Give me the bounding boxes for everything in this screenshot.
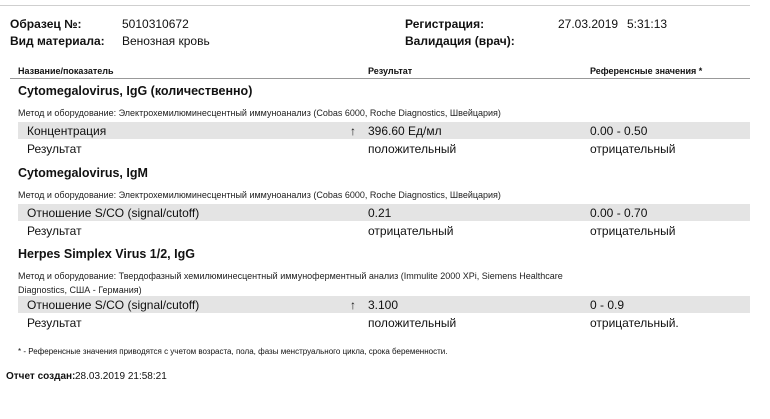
column-name-header: Название/показатель [18,66,114,76]
top-border [0,5,750,6]
row-value: 3.100 [368,298,399,312]
table-row [18,140,750,157]
registration-time: 5:31:13 [627,17,668,31]
row-value: 396.60 Ед/мл [368,124,442,138]
table-row [18,296,750,313]
section-title-cmv-igm: Cytomegalovirus, IgM [18,166,148,180]
column-reference-header: Референсные значения * [590,66,703,76]
registration-label: Регистрация: [405,17,485,31]
table-row [18,314,750,331]
method-cmv-igm: Метод и оборудование: Электрохемилюминесцентный иммуноанализ (Cobas 6000, Roche Diagnostics, Швейцария) [18,190,501,200]
row-name: Результат [27,316,82,330]
row-name: Концентрация [27,124,107,138]
sample-label: Образец №: [10,17,82,31]
up-arrow-icon: ↑ [350,124,356,138]
table-row [18,222,750,239]
registration-date: 27.03.2019 [558,17,619,31]
sample-value: 5010310672 [122,17,189,31]
up-arrow-icon: ↑ [350,298,356,312]
row-reference: отрицательный [590,142,676,156]
row-reference: 0.00 - 0.70 [590,206,648,220]
row-reference: отрицательный. [590,316,679,330]
section-title-hsv-igg: Herpes Simplex Virus 1/2, IgG [18,247,195,261]
table-row [18,204,750,221]
column-header-divider [10,78,750,79]
row-name: Результат [27,142,82,156]
report-created-value: 28.03.2019 21:58:21 [75,371,167,382]
row-value: положительный [368,142,457,156]
column-result-header: Результат [368,66,413,76]
report-created-label: Отчет создан: [6,371,76,382]
material-label: Вид материала: [10,34,105,48]
row-name: Отношение S/CO (signal/cutoff) [27,298,200,312]
row-reference: отрицательный [590,224,676,238]
validation-label: Валидация (врач): [405,34,515,48]
footnote: * - Референсные значения приводятся с учетом возраста, пола, фазы менструального цикла, срока беременности. [18,347,448,356]
row-reference: 0.00 - 0.50 [590,124,648,138]
method-hsv-igg-line1: Метод и оборудование: Твердофазный хемилюминесцентный иммуноферментный анализ (Immulite 2000 XPi, Siemens Healthcare [18,271,563,281]
material-value: Венозная кровь [122,34,210,48]
row-name: Результат [27,224,82,238]
method-cmv-igg: Метод и оборудование: Электрохемилюминесцентный иммуноанализ (Cobas 6000, Roche Diagnostics, Швейцария) [18,108,501,118]
table-row [18,122,750,139]
section-title-cmv-igg: Cytomegalovirus, IgG (количественно) [18,84,253,98]
row-reference: 0 - 0.9 [590,298,625,312]
method-hsv-igg-line2: Diagnostics, США - Германия) [18,285,142,295]
row-name: Отношение S/CO (signal/cutoff) [27,206,200,220]
row-value: положительный [368,316,457,330]
row-value: 0.21 [368,206,392,220]
row-value: отрицательный [368,224,454,238]
